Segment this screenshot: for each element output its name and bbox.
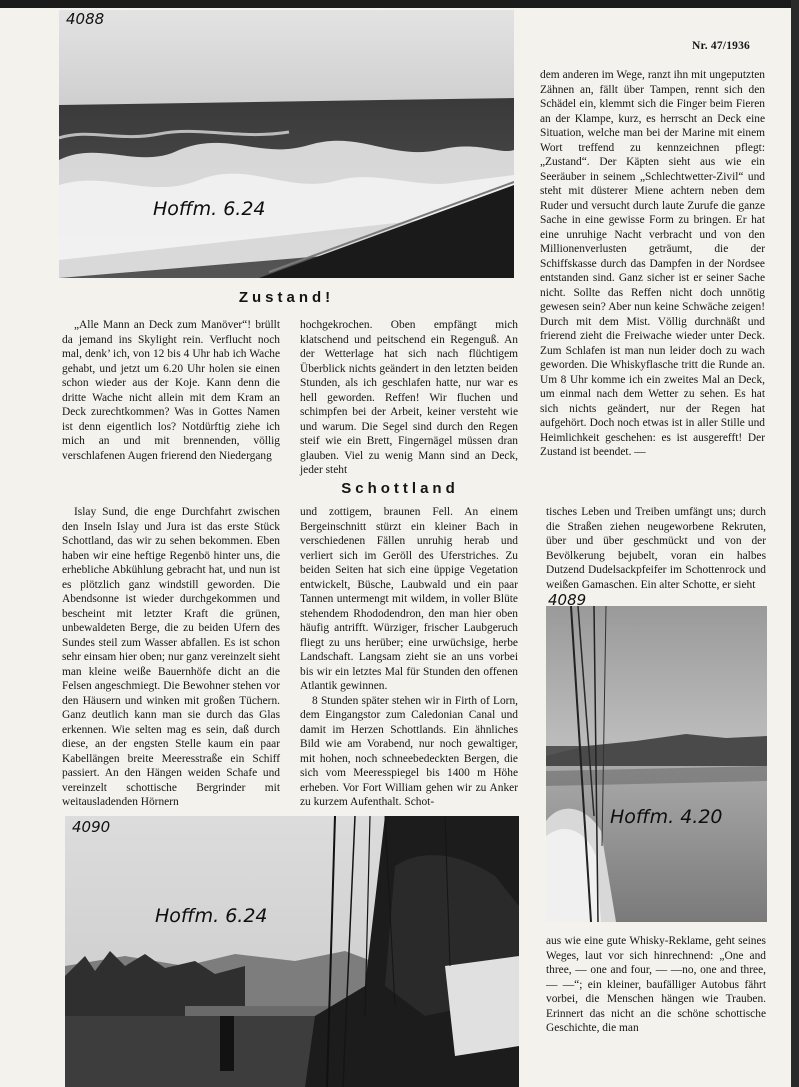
- article-schottland-column-1: [62, 505, 280, 810]
- archive-number-right: 4089: [548, 591, 587, 609]
- article-schottland-column-3a: [546, 505, 766, 592]
- photographer-note-top: Hoffm. 6.24: [153, 198, 266, 220]
- harbor-masts-photo: [65, 816, 519, 1087]
- paragraph: „Alle Mann an Deck zum Manöver“! brüllt da jemand ins Skylight rein. Verflucht noch mal, denk’ ich, von 12 bis 4 Uhr hab ich Wache gehabt, und jetzt um 6.20 Uhr holen sie einen schon wieder aus der Koje. Kann denn die dritte Wache nicht allein mit dem Kram an Deck zurechtkommen? Was in Gottes Namen ist denn eigentlich los? Notdürftig ziehe ich mich an und mit brennenden, völlig verschlafenen Augen frierend den Niedergang: [62, 319, 280, 462]
- section-title-schottland: Schottland: [341, 480, 459, 497]
- paragraph: tisches Leben und Treiben umfängt uns; durch die Straßen ziehen neugeworbene Rekruten, über und über geschmückt und von der Bevölkerung bejubelt, voran ein halbes Dutzend Dudelsackpfeifer im Schottenrock und weißen Gamaschen. Ein alter Schotte, er sieht: [546, 506, 766, 591]
- photographer-note-right: Hoffm. 4.20: [610, 806, 723, 828]
- section-title-zustand: Zustand!: [238, 289, 335, 306]
- paragraph: Islay Sund, die enge Durchfahrt zwischen den Inseln Islay und Jura ist das erste Stück Schottland, das wir zu sehen bekommen. Eben haben wir eine heftige Regenbö hinter uns, die erhebliche Abkühlung gebracht hat, und nun ist es plötzlich ganz windstill geworden. Die Abendsonne ist wieder durchgekommen und bescheint mit letzter Kraft die grünen, unbewaldeten Berge, die zu beiden Ufern des Sundes steil zum Wasser abfallen. Es ist schon sehr einsam hier oben; nur ganz vereinzelt sieht man kleine weiße Bauernhöfe dicht an die Felsen angeschmiegt. Die Bewohner stehen vor den Häusern und winken mit großen Tüchern. Ganz deutlich kann man sie durch das Glas erkennen. Wie selten mag es sein, daß durch diese, an der engsten Stelle kaum ein paar Kabellängen breite Meeresstraße ein Schiff passiert. An den Hängen weiden Schafe und vereinzelt schottische Bergrinder mit weitausladenden Hörnern: [62, 506, 280, 808]
- photographer-note-bottom: Hoffm. 6.24: [155, 905, 268, 927]
- archive-number-bottom: 4090: [72, 818, 111, 836]
- paragraph: 8 Stunden später stehen wir in Firth of Lorn, dem Eingangstor zum Caledonian Canal und damit im Herzen Schottlands. Ein ähnliches Bild wie am Vorabend, nur noch gewaltiger, mit hohen, noch schneebedeckten Bergen, die sich vom Meeresspiegel bis 1400 m Höhe erheben. Vor Fort William gehen wir zu Anker zu kurzem Aufenthalt. Schot-: [300, 694, 518, 808]
- archive-number-top: 4088: [66, 10, 105, 28]
- paragraph: aus wie eine gute Whisky-Reklame, geht seines Weges, laut vor sich hinrechnend: „One and three, — one and four, — —no, one and three, — —“; ein kleiner, baufälliger Autobus fährt vorbei, die Menschen hängen wie Trauben. Erinnert das nicht an die schöne schottische Geschichte, die man: [546, 935, 766, 1034]
- article-zustand-column-2: [300, 318, 518, 478]
- sea-waves-photo: [59, 10, 514, 278]
- paragraph: und zottigem, braunen Fell. An einem Bergeinschnitt stürzt ein kleiner Bach in verschiedenen Fällen unruhig herab und verliert sich im Geröll des Uferstriches. Zu beiden Seiten hat sich eine üppige Vegetation entwickelt, Büsche, Laubwald und ein paar Tannen untermengt mit wildem, in voller Blüte stehendem Rhododendron, den man hier oben häufig antrifft. Würziger, frischer Laubgeruch fliegt zu uns herüber; eine urwüchsige, herbe Landschaft. Langsam zieht sie an uns vorbei bis wir ein letztes Mal für Stunden den offenen Atlantik gewinnen.: [300, 506, 518, 692]
- issue-number: Nr. 47/1936: [692, 40, 750, 52]
- paragraph: hochgekrochen. Oben empfängt mich klatschend und peitschend ein Regenguß. An der Wetterlage hat sich nach flüchtigem Überblick nichts geändert in den letzten beiden Stunden, als ich geschlafen hatte, nur war es hell geworden. Reffen! Wir fluchen und schimpfen bei der Arbeit, keiner versteht wie und warum. Die Segel sind durch den Regen steif wie ein Brett, Fingernägel müssen dran glauben. Viel zu wenig Mann sind an Deck, jeder steht: [300, 319, 518, 476]
- paragraph: dem anderen im Wege, ranzt ihn mit ungeputzten Zähnen an, fällt über Tampen, rennt sich den Schädel ein, klemmt sich die Finger beim Fieren an der Klampe, kurz, es herrscht an Deck eine Situation, welche man bei der Marine mit einem Wort treffend zu kennzeichnen pflegt: „Zustand“. Der Käpten sieht aus wie ein Seeräuber in seinem „Schlechtwetter-Zivil“ und steht mit düsterer Miene achtern neben dem Ruder und versucht durch laute Zurufe die ganze Sache in eine gewisse Form zu bringen. Er hat eine unruhige Nacht verbracht und von den Millionenverlusten geträumt, die der Schiffskasse durch das Dampfen in der Nordsee entstanden sind. Ganz sicher ist er seiner Sache nicht. Sollte das Reffen nicht doch unnötig gewesen sein? Aber nun keine Schwäche zeigen! Durch mit dem Mist. Völlig durchnäßt und frierend zieht die Freiwache wieder unter Deck. Zum Schlafen ist man nun leider doch zu wach geworden. Die Whiskyflasche tritt die Runde an. Um 8 Uhr komme ich ein zweites Mal an Deck, um einmal nach dem Wetter zu sehen. Es hat sich nichts geändert, nur der Regen hat aufgehört. Doch noch etwas ist in aller Stille und Heimlichkeit geschehen: es ist ausgerefft! Der Zustand ist beendet. —: [540, 69, 765, 458]
- lake-boat-photo: [546, 606, 767, 922]
- scan-edge-right: [791, 0, 799, 1087]
- article-zustand-column-3: [540, 68, 765, 460]
- article-zustand-column-1: [62, 318, 280, 463]
- scan-edge-top: [0, 0, 799, 8]
- article-schottland-column-3b: [546, 934, 766, 1036]
- article-schottland-column-2: [300, 505, 518, 810]
